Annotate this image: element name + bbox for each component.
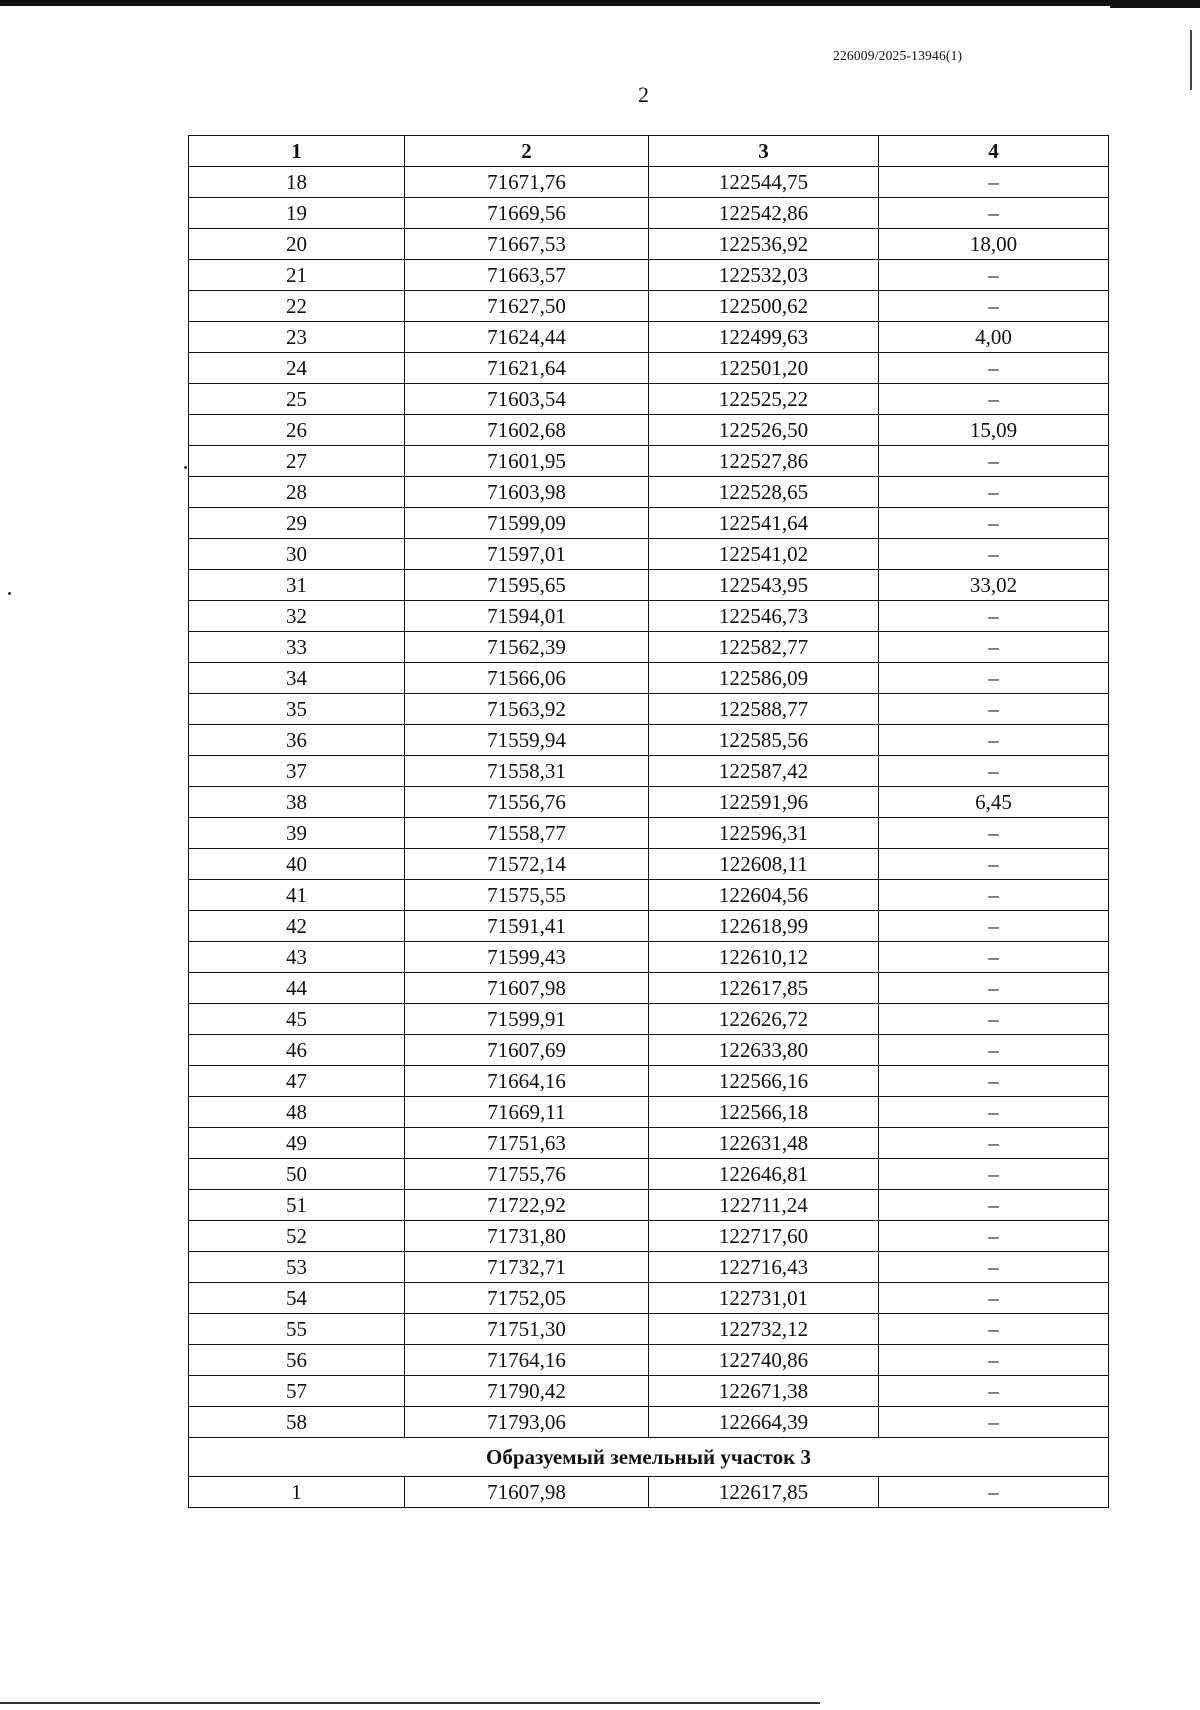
table-row bbox=[189, 1066, 1109, 1097]
table-row bbox=[189, 1128, 1109, 1159]
table-row bbox=[189, 167, 1109, 198]
section-header-row bbox=[189, 1438, 1109, 1477]
distance-cell: – bbox=[879, 1477, 1109, 1508]
distance-cell: – bbox=[879, 1407, 1109, 1438]
distance-cell: 4,00 bbox=[879, 322, 1109, 353]
y-coordinate-cell: 122717,60 bbox=[649, 1221, 879, 1252]
point-number-cell: 57 bbox=[189, 1376, 405, 1407]
point-number-cell: 25 bbox=[189, 384, 405, 415]
point-number-cell: 30 bbox=[189, 539, 405, 570]
x-coordinate-cell: 71556,76 bbox=[405, 787, 649, 818]
x-coordinate-cell: 71663,57 bbox=[405, 260, 649, 291]
y-coordinate-cell: 122732,12 bbox=[649, 1314, 879, 1345]
distance-cell: – bbox=[879, 1190, 1109, 1221]
x-coordinate-cell: 71751,30 bbox=[405, 1314, 649, 1345]
y-coordinate-cell: 122528,65 bbox=[649, 477, 879, 508]
distance-cell: – bbox=[879, 260, 1109, 291]
distance-cell: – bbox=[879, 167, 1109, 198]
x-coordinate-cell: 71562,39 bbox=[405, 632, 649, 663]
table-row bbox=[189, 1035, 1109, 1066]
table-row bbox=[189, 229, 1109, 260]
point-number-cell: 21 bbox=[189, 260, 405, 291]
y-coordinate-cell: 122716,43 bbox=[649, 1252, 879, 1283]
x-coordinate-cell: 71559,94 bbox=[405, 725, 649, 756]
y-coordinate-cell: 122617,85 bbox=[649, 973, 879, 1004]
point-number-cell: 18 bbox=[189, 167, 405, 198]
y-coordinate-cell: 122585,56 bbox=[649, 725, 879, 756]
y-coordinate-cell: 122501,20 bbox=[649, 353, 879, 384]
y-coordinate-cell: 122626,72 bbox=[649, 1004, 879, 1035]
point-number-cell: 19 bbox=[189, 198, 405, 229]
point-number-cell: 45 bbox=[189, 1004, 405, 1035]
x-coordinate-cell: 71601,95 bbox=[405, 446, 649, 477]
y-coordinate-cell: 122546,73 bbox=[649, 601, 879, 632]
y-coordinate-cell: 122526,50 bbox=[649, 415, 879, 446]
table-row bbox=[189, 322, 1109, 353]
x-coordinate-cell: 71607,98 bbox=[405, 1477, 649, 1508]
table-row bbox=[189, 260, 1109, 291]
distance-cell: – bbox=[879, 1221, 1109, 1252]
x-coordinate-cell: 71599,09 bbox=[405, 508, 649, 539]
scan-speck bbox=[8, 592, 11, 595]
y-coordinate-cell: 122587,42 bbox=[649, 756, 879, 787]
x-coordinate-cell: 71566,06 bbox=[405, 663, 649, 694]
x-coordinate-cell: 71671,76 bbox=[405, 167, 649, 198]
point-number-cell: 54 bbox=[189, 1283, 405, 1314]
distance-cell: – bbox=[879, 1376, 1109, 1407]
table-row bbox=[189, 1252, 1109, 1283]
x-coordinate-cell: 71793,06 bbox=[405, 1407, 649, 1438]
x-coordinate-cell: 71599,43 bbox=[405, 942, 649, 973]
table-row bbox=[189, 1097, 1109, 1128]
point-number-cell: 44 bbox=[189, 973, 405, 1004]
table-header-row bbox=[189, 136, 1109, 167]
x-coordinate-cell: 71595,65 bbox=[405, 570, 649, 601]
y-coordinate-cell: 122608,11 bbox=[649, 849, 879, 880]
table-row bbox=[189, 849, 1109, 880]
y-coordinate-cell: 122536,92 bbox=[649, 229, 879, 260]
distance-cell: – bbox=[879, 1345, 1109, 1376]
x-coordinate-cell: 71607,98 bbox=[405, 973, 649, 1004]
y-coordinate-cell: 122542,86 bbox=[649, 198, 879, 229]
x-coordinate-cell: 71669,56 bbox=[405, 198, 649, 229]
y-coordinate-cell: 122566,18 bbox=[649, 1097, 879, 1128]
table-row bbox=[189, 1190, 1109, 1221]
y-coordinate-cell: 122541,02 bbox=[649, 539, 879, 570]
column-header: 3 bbox=[649, 136, 879, 167]
point-number-cell: 52 bbox=[189, 1221, 405, 1252]
distance-cell: – bbox=[879, 1283, 1109, 1314]
y-coordinate-cell: 122740,86 bbox=[649, 1345, 879, 1376]
x-coordinate-cell: 71669,11 bbox=[405, 1097, 649, 1128]
y-coordinate-cell: 122631,48 bbox=[649, 1128, 879, 1159]
table-row bbox=[189, 632, 1109, 663]
x-coordinate-cell: 71607,69 bbox=[405, 1035, 649, 1066]
point-number-cell: 27 bbox=[189, 446, 405, 477]
distance-cell: – bbox=[879, 942, 1109, 973]
x-coordinate-cell: 71624,44 bbox=[405, 322, 649, 353]
distance-cell: – bbox=[879, 353, 1109, 384]
y-coordinate-cell: 122618,99 bbox=[649, 911, 879, 942]
distance-cell: – bbox=[879, 198, 1109, 229]
y-coordinate-cell: 122604,56 bbox=[649, 880, 879, 911]
point-number-cell: 31 bbox=[189, 570, 405, 601]
distance-cell: – bbox=[879, 756, 1109, 787]
y-coordinate-cell: 122664,39 bbox=[649, 1407, 879, 1438]
point-number-cell: 58 bbox=[189, 1407, 405, 1438]
scan-border-right bbox=[1190, 30, 1192, 90]
y-coordinate-cell: 122617,85 bbox=[649, 1477, 879, 1508]
point-number-cell: 49 bbox=[189, 1128, 405, 1159]
x-coordinate-cell: 71667,53 bbox=[405, 229, 649, 260]
column-header: 2 bbox=[405, 136, 649, 167]
distance-cell: – bbox=[879, 849, 1109, 880]
y-coordinate-cell: 122591,96 bbox=[649, 787, 879, 818]
y-coordinate-cell: 122596,31 bbox=[649, 818, 879, 849]
distance-cell: – bbox=[879, 446, 1109, 477]
x-coordinate-cell: 71731,80 bbox=[405, 1221, 649, 1252]
point-number-cell: 34 bbox=[189, 663, 405, 694]
x-coordinate-cell: 71558,31 bbox=[405, 756, 649, 787]
x-coordinate-cell: 71572,14 bbox=[405, 849, 649, 880]
y-coordinate-cell: 122731,01 bbox=[649, 1283, 879, 1314]
point-number-cell: 28 bbox=[189, 477, 405, 508]
table-row bbox=[189, 570, 1109, 601]
distance-cell: 15,09 bbox=[879, 415, 1109, 446]
table-row bbox=[189, 1376, 1109, 1407]
point-number-cell: 50 bbox=[189, 1159, 405, 1190]
distance-cell: – bbox=[879, 601, 1109, 632]
section-body bbox=[189, 1438, 1109, 1508]
table-row bbox=[189, 663, 1109, 694]
point-number-cell: 48 bbox=[189, 1097, 405, 1128]
point-number-cell: 43 bbox=[189, 942, 405, 973]
table-row bbox=[189, 911, 1109, 942]
y-coordinate-cell: 122671,38 bbox=[649, 1376, 879, 1407]
table-row bbox=[189, 756, 1109, 787]
distance-cell: – bbox=[879, 911, 1109, 942]
x-coordinate-cell: 71563,92 bbox=[405, 694, 649, 725]
x-coordinate-cell: 71599,91 bbox=[405, 1004, 649, 1035]
distance-cell: – bbox=[879, 1252, 1109, 1283]
y-coordinate-cell: 122582,77 bbox=[649, 632, 879, 663]
point-number-cell: 40 bbox=[189, 849, 405, 880]
point-number-cell: 22 bbox=[189, 291, 405, 322]
point-number-cell: 36 bbox=[189, 725, 405, 756]
point-number-cell: 38 bbox=[189, 787, 405, 818]
x-coordinate-cell: 71790,42 bbox=[405, 1376, 649, 1407]
y-coordinate-cell: 122588,77 bbox=[649, 694, 879, 725]
column-header: 4 bbox=[879, 136, 1109, 167]
point-number-cell: 55 bbox=[189, 1314, 405, 1345]
distance-cell: – bbox=[879, 384, 1109, 415]
table-row bbox=[189, 384, 1109, 415]
table-row bbox=[189, 880, 1109, 911]
table-row bbox=[189, 508, 1109, 539]
distance-cell: – bbox=[879, 1128, 1109, 1159]
table-row bbox=[189, 973, 1109, 1004]
distance-cell: – bbox=[879, 818, 1109, 849]
x-coordinate-cell: 71621,64 bbox=[405, 353, 649, 384]
distance-cell: 33,02 bbox=[879, 570, 1109, 601]
x-coordinate-cell: 71575,55 bbox=[405, 880, 649, 911]
point-number-cell: 35 bbox=[189, 694, 405, 725]
point-number-cell: 47 bbox=[189, 1066, 405, 1097]
x-coordinate-cell: 71558,77 bbox=[405, 818, 649, 849]
scan-speck bbox=[184, 466, 187, 469]
point-number-cell: 26 bbox=[189, 415, 405, 446]
point-number-cell: 23 bbox=[189, 322, 405, 353]
table-row bbox=[189, 477, 1109, 508]
point-number-cell: 39 bbox=[189, 818, 405, 849]
distance-cell: – bbox=[879, 291, 1109, 322]
coordinates-table bbox=[188, 135, 1109, 1508]
table-row bbox=[189, 1283, 1109, 1314]
point-number-cell: 56 bbox=[189, 1345, 405, 1376]
distance-cell: – bbox=[879, 632, 1109, 663]
distance-cell: – bbox=[879, 1066, 1109, 1097]
table-row bbox=[189, 1314, 1109, 1345]
distance-cell: – bbox=[879, 694, 1109, 725]
y-coordinate-cell: 122586,09 bbox=[649, 663, 879, 694]
y-coordinate-cell: 122541,64 bbox=[649, 508, 879, 539]
point-number-cell: 46 bbox=[189, 1035, 405, 1066]
scan-border-top bbox=[0, 0, 1158, 6]
table-row bbox=[189, 198, 1109, 229]
distance-cell: – bbox=[879, 725, 1109, 756]
y-coordinate-cell: 122500,62 bbox=[649, 291, 879, 322]
y-coordinate-cell: 122543,95 bbox=[649, 570, 879, 601]
x-coordinate-cell: 71722,92 bbox=[405, 1190, 649, 1221]
table-row bbox=[189, 1221, 1109, 1252]
distance-cell: – bbox=[879, 539, 1109, 570]
table-row bbox=[189, 725, 1109, 756]
column-header: 1 bbox=[189, 136, 405, 167]
y-coordinate-cell: 122633,80 bbox=[649, 1035, 879, 1066]
table-row bbox=[189, 1345, 1109, 1376]
y-coordinate-cell: 122544,75 bbox=[649, 167, 879, 198]
distance-cell: – bbox=[879, 1159, 1109, 1190]
distance-cell: – bbox=[879, 1314, 1109, 1345]
distance-cell: – bbox=[879, 663, 1109, 694]
table-row bbox=[189, 415, 1109, 446]
x-coordinate-cell: 71627,50 bbox=[405, 291, 649, 322]
point-number-cell: 41 bbox=[189, 880, 405, 911]
point-number-cell: 37 bbox=[189, 756, 405, 787]
document-id: 226009/2025-13946(1) bbox=[833, 48, 963, 63]
x-coordinate-cell: 71597,01 bbox=[405, 539, 649, 570]
distance-cell: – bbox=[879, 1097, 1109, 1128]
table-row bbox=[189, 446, 1109, 477]
x-coordinate-cell: 71602,68 bbox=[405, 415, 649, 446]
x-coordinate-cell: 71751,63 bbox=[405, 1128, 649, 1159]
distance-cell: – bbox=[879, 973, 1109, 1004]
table-row bbox=[189, 1004, 1109, 1035]
y-coordinate-cell: 122566,16 bbox=[649, 1066, 879, 1097]
table-row bbox=[189, 353, 1109, 384]
y-coordinate-cell: 122646,81 bbox=[649, 1159, 879, 1190]
table-row bbox=[189, 694, 1109, 725]
table-row bbox=[189, 1477, 1109, 1508]
point-number-cell: 51 bbox=[189, 1190, 405, 1221]
distance-cell: – bbox=[879, 1004, 1109, 1035]
x-coordinate-cell: 71732,71 bbox=[405, 1252, 649, 1283]
scan-border-top-right bbox=[1110, 0, 1200, 8]
point-number-cell: 32 bbox=[189, 601, 405, 632]
table-row bbox=[189, 818, 1109, 849]
point-number-cell: 42 bbox=[189, 911, 405, 942]
y-coordinate-cell: 122532,03 bbox=[649, 260, 879, 291]
point-number-cell: 1 bbox=[189, 1477, 405, 1508]
point-number-cell: 33 bbox=[189, 632, 405, 663]
table-row bbox=[189, 787, 1109, 818]
x-coordinate-cell: 71594,01 bbox=[405, 601, 649, 632]
table-row bbox=[189, 601, 1109, 632]
scan-border-bottom bbox=[0, 1702, 820, 1704]
point-number-cell: 24 bbox=[189, 353, 405, 384]
table-row bbox=[189, 1159, 1109, 1190]
x-coordinate-cell: 71755,76 bbox=[405, 1159, 649, 1190]
x-coordinate-cell: 71664,16 bbox=[405, 1066, 649, 1097]
table-row bbox=[189, 1407, 1109, 1438]
y-coordinate-cell: 122527,86 bbox=[649, 446, 879, 477]
distance-cell: – bbox=[879, 880, 1109, 911]
distance-cell: – bbox=[879, 477, 1109, 508]
distance-cell: 18,00 bbox=[879, 229, 1109, 260]
distance-cell: – bbox=[879, 1035, 1109, 1066]
y-coordinate-cell: 122525,22 bbox=[649, 384, 879, 415]
point-number-cell: 20 bbox=[189, 229, 405, 260]
y-coordinate-cell: 122499,63 bbox=[649, 322, 879, 353]
point-number-cell: 29 bbox=[189, 508, 405, 539]
distance-cell: – bbox=[879, 508, 1109, 539]
table-row bbox=[189, 539, 1109, 570]
y-coordinate-cell: 122711,24 bbox=[649, 1190, 879, 1221]
x-coordinate-cell: 71603,54 bbox=[405, 384, 649, 415]
table-row bbox=[189, 942, 1109, 973]
table-row bbox=[189, 291, 1109, 322]
x-coordinate-cell: 71764,16 bbox=[405, 1345, 649, 1376]
x-coordinate-cell: 71591,41 bbox=[405, 911, 649, 942]
section-title: Образуемый земельный участок 3 bbox=[189, 1438, 1109, 1477]
x-coordinate-cell: 71603,98 bbox=[405, 477, 649, 508]
page-number: 2 bbox=[638, 82, 649, 107]
point-number-cell: 53 bbox=[189, 1252, 405, 1283]
y-coordinate-cell: 122610,12 bbox=[649, 942, 879, 973]
x-coordinate-cell: 71752,05 bbox=[405, 1283, 649, 1314]
table-body bbox=[189, 167, 1109, 1438]
distance-cell: 6,45 bbox=[879, 787, 1109, 818]
